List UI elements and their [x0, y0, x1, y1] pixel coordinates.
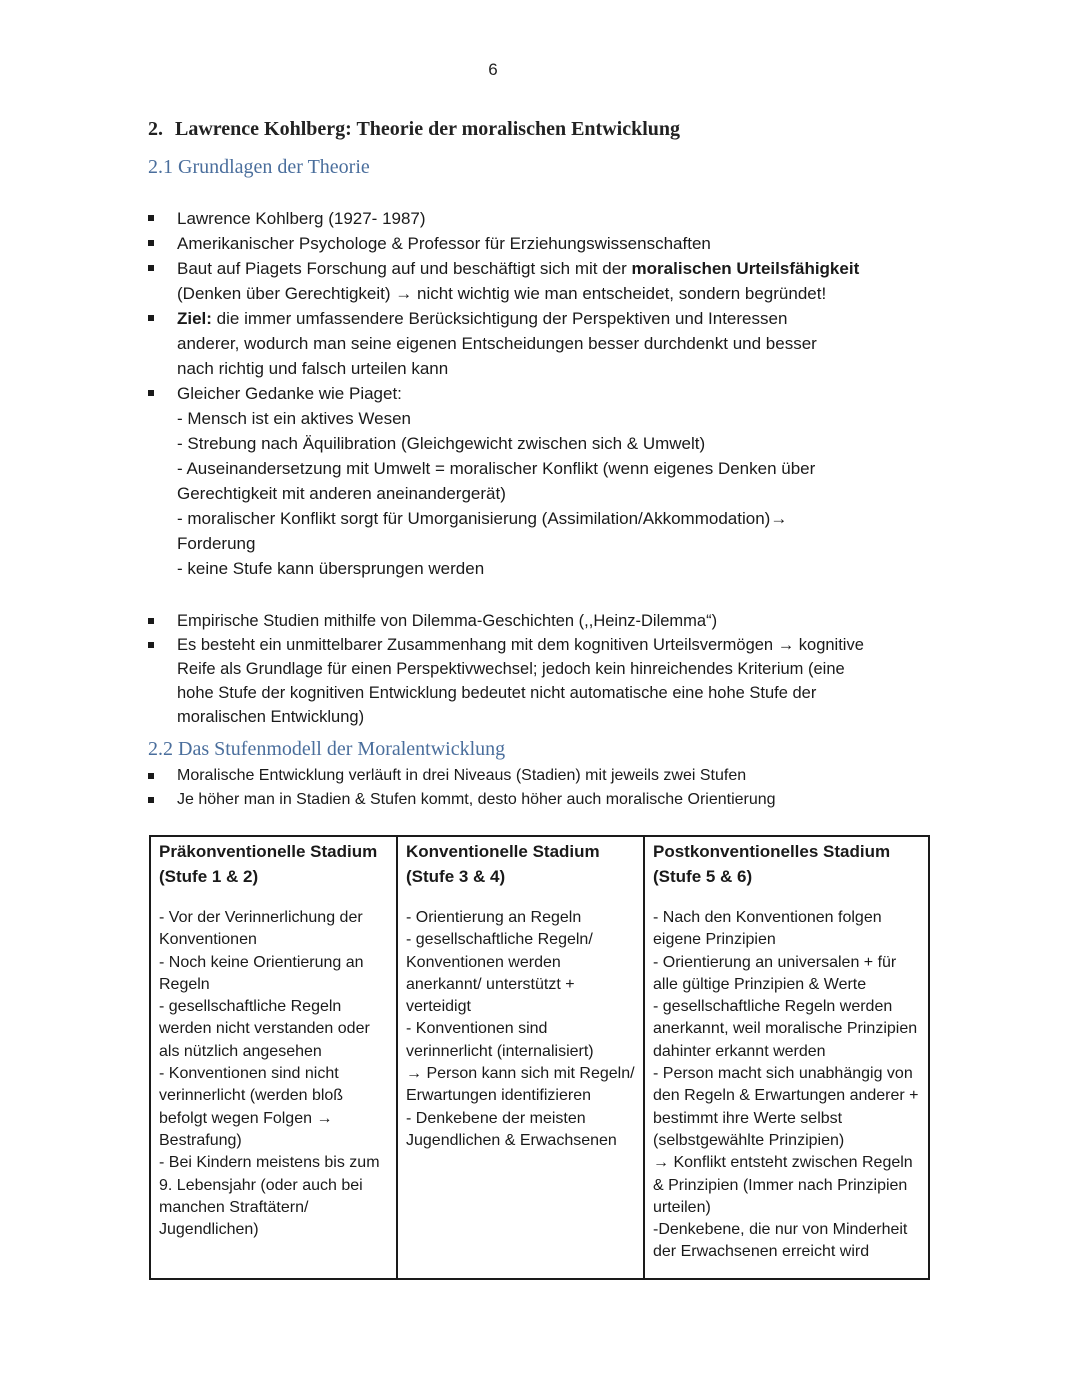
- cell-point: → Person kann sich mit Regeln/ Erwartungen identifizieren: [406, 1065, 635, 1105]
- sub-point: - Mensch ist ein aktives Wesen: [177, 409, 411, 428]
- stages-table: [149, 835, 930, 1280]
- bullet-list-studien: [0, 609, 900, 729]
- list-item: Amerikanischer Psychologe & Professor für Erziehungswissenschaften: [0, 231, 900, 256]
- section-heading-2-2: 2.2 Das Stufenmodell der Moralentwicklung: [148, 738, 506, 760]
- cell-point: - Orientierung an Regeln: [406, 909, 582, 926]
- bullet-square-icon: [148, 215, 154, 221]
- bullet-list-stufenmodell: [0, 764, 900, 812]
- column-title: Postkonventionelles Stadium: [653, 842, 891, 861]
- page-number: 6: [488, 60, 498, 79]
- list-item: Je höher man in Stadien & Stufen kommt, desto höher auch moralische Orientierung: [0, 788, 900, 812]
- column-subtitle: (Stufe 5 & 6): [653, 867, 753, 886]
- cell-point: - Konventionen sind nicht verinnerlicht (werden bloß befolgt wegen Folgen → Bestrafung): [159, 1065, 344, 1149]
- sub-point: - moralischer Konflikt sorgt für Umorganisierung (Assimilation/Akkommodation)→ Forderung: [177, 509, 788, 553]
- cell-point: - Person macht sich unabhängig von den Regeln & Erwartungen anderer + bestimmt ihre Werte selbst (selbstgewählte Prinzipien): [653, 1065, 919, 1149]
- list-item: Es besteht ein unmittelbarer Zusammenhang mit dem kognitiven Urteilsvermögen → kognitive Reife als Grundlage für einen Perspektivwechsel; jedoch kein hinreichendes Kriterium (eine hohe Stufe der kognitiven Entwicklung bedeutet nicht automatische eine hohe Stufe der moralischen Entwicklung): [0, 633, 900, 729]
- list-item: Empirische Studien mithilfe von Dilemma-Geschichten (,,Heinz-Dilemma“): [0, 609, 900, 633]
- bullet-square-icon: [148, 773, 154, 779]
- cell-point: - Orientierung an universalen + für alle gültige Prinzipien & Werte: [653, 953, 897, 993]
- bold-term: Ziel:: [177, 309, 212, 328]
- column-subtitle: (Stufe 3 & 4): [406, 867, 506, 886]
- list-item: Baut auf Piagets Forschung auf und beschäftigt sich mit der moralischen Urteilsfähigkeit (Denken über Gerechtigkeit) → nicht wichtig wie man entscheidet, sondern begründet!: [0, 256, 900, 306]
- stage-cell-praekonventionell: [150, 836, 397, 1279]
- bullet-square-icon: [148, 315, 154, 321]
- cell-point: - gesellschaftliche Regeln/ Konventionen werden anerkannt/ unterstützt + verteidigt: [406, 931, 593, 1016]
- list-item: Moralische Entwicklung verläuft in drei Niveaus (Stadien) mit jeweils zwei Stufen: [0, 764, 900, 788]
- cell-point: -Denkebene, die nur von Minderheit der Erwachsenen erreicht wird: [653, 1221, 908, 1261]
- cell-point: - Denkebene der meisten Jugendlichen & Erwachsenen: [406, 1109, 617, 1149]
- chapter-number: 2.: [148, 118, 163, 140]
- bullet-square-icon: [148, 618, 154, 624]
- cell-point: → Konflikt entsteht zwischen Regeln & Prinzipien (Immer nach Prinzipien urteilen): [653, 1154, 913, 1216]
- stage-cell-konventionell: [397, 836, 644, 1279]
- cell-point: - gesellschaftliche Regeln werden anerkannt, weil moralische Prinzipien dahinter erkannt werden: [653, 998, 918, 1060]
- bold-term: moralischen Urteilsfähigkeit: [631, 259, 860, 278]
- sub-point: - keine Stufe kann übersprungen werden: [177, 559, 485, 578]
- cell-point: - Nach den Konventionen folgen eigene Prinzipien: [653, 909, 882, 949]
- bullet-square-icon: [148, 240, 154, 246]
- list-item: Lawrence Kohlberg (1927- 1987): [0, 206, 900, 231]
- list-item: Gleicher Gedanke wie Piaget: - Mensch ist ein aktives Wesen - Strebung nach Äquilibration (Gleichgewicht zwischen sich & Umwelt) - Auseinandersetzung mit Umwelt = moralischer Konflikt (wenn eigenes Denken über Gerechtigkeit mit anderen aneinandergerät) - moralischer Konflikt sorgt für Umorganisierung (Assimilation/Akkommodation)→ Forderung - keine Stufe kann übersprungen werden: [0, 381, 900, 581]
- bullet-square-icon: [148, 642, 154, 648]
- column-subtitle: (Stufe 1 & 2): [159, 867, 259, 886]
- bullet-list-grundlagen: [0, 206, 900, 581]
- sub-point: - Strebung nach Äquilibration (Gleichgewicht zwischen sich & Umwelt): [177, 434, 706, 453]
- stage-cell-postkonventionell: [644, 836, 929, 1279]
- cell-point: - Bei Kindern meistens bis zum 9. Lebensjahr (oder auch bei manchen Straftätern/ Jugendlichen): [159, 1154, 380, 1239]
- cell-point: - Noch keine Orientierung an Regeln: [159, 953, 364, 993]
- table-row: [150, 836, 929, 1279]
- cell-point: - gesellschaftliche Regeln werden nicht verstanden oder als nützlich angesehen: [159, 998, 370, 1060]
- column-title: Konventionelle Stadium: [406, 842, 600, 861]
- cell-point: - Konventionen sind verinnerlicht (internalisiert): [406, 1020, 594, 1060]
- list-item: Ziel: die immer umfassendere Berücksichtigung der Perspektiven und Interessen anderer, wodurch man seine eigenen Entscheidungen besser durchdenkt und besser nach richtig und falsch urteilen kann: [0, 306, 900, 381]
- bullet-square-icon: [148, 797, 154, 803]
- section-heading-2-1: 2.1 Grundlagen der Theorie: [148, 156, 370, 178]
- column-title: Präkonventionelle Stadium: [159, 842, 378, 861]
- chapter-title: Lawrence Kohlberg: Theorie der moralischen Entwicklung: [175, 118, 680, 140]
- bullet-square-icon: [148, 265, 154, 271]
- chapter-heading: [148, 118, 680, 141]
- bullet-square-icon: [148, 390, 154, 396]
- cell-point: - Vor der Verinnerlichung der Konventionen: [159, 909, 363, 949]
- sub-point: - Auseinandersetzung mit Umwelt = moralischer Konflikt (wenn eigenes Denken über Gerechtigkeit mit anderen aneinandergerät): [177, 459, 816, 503]
